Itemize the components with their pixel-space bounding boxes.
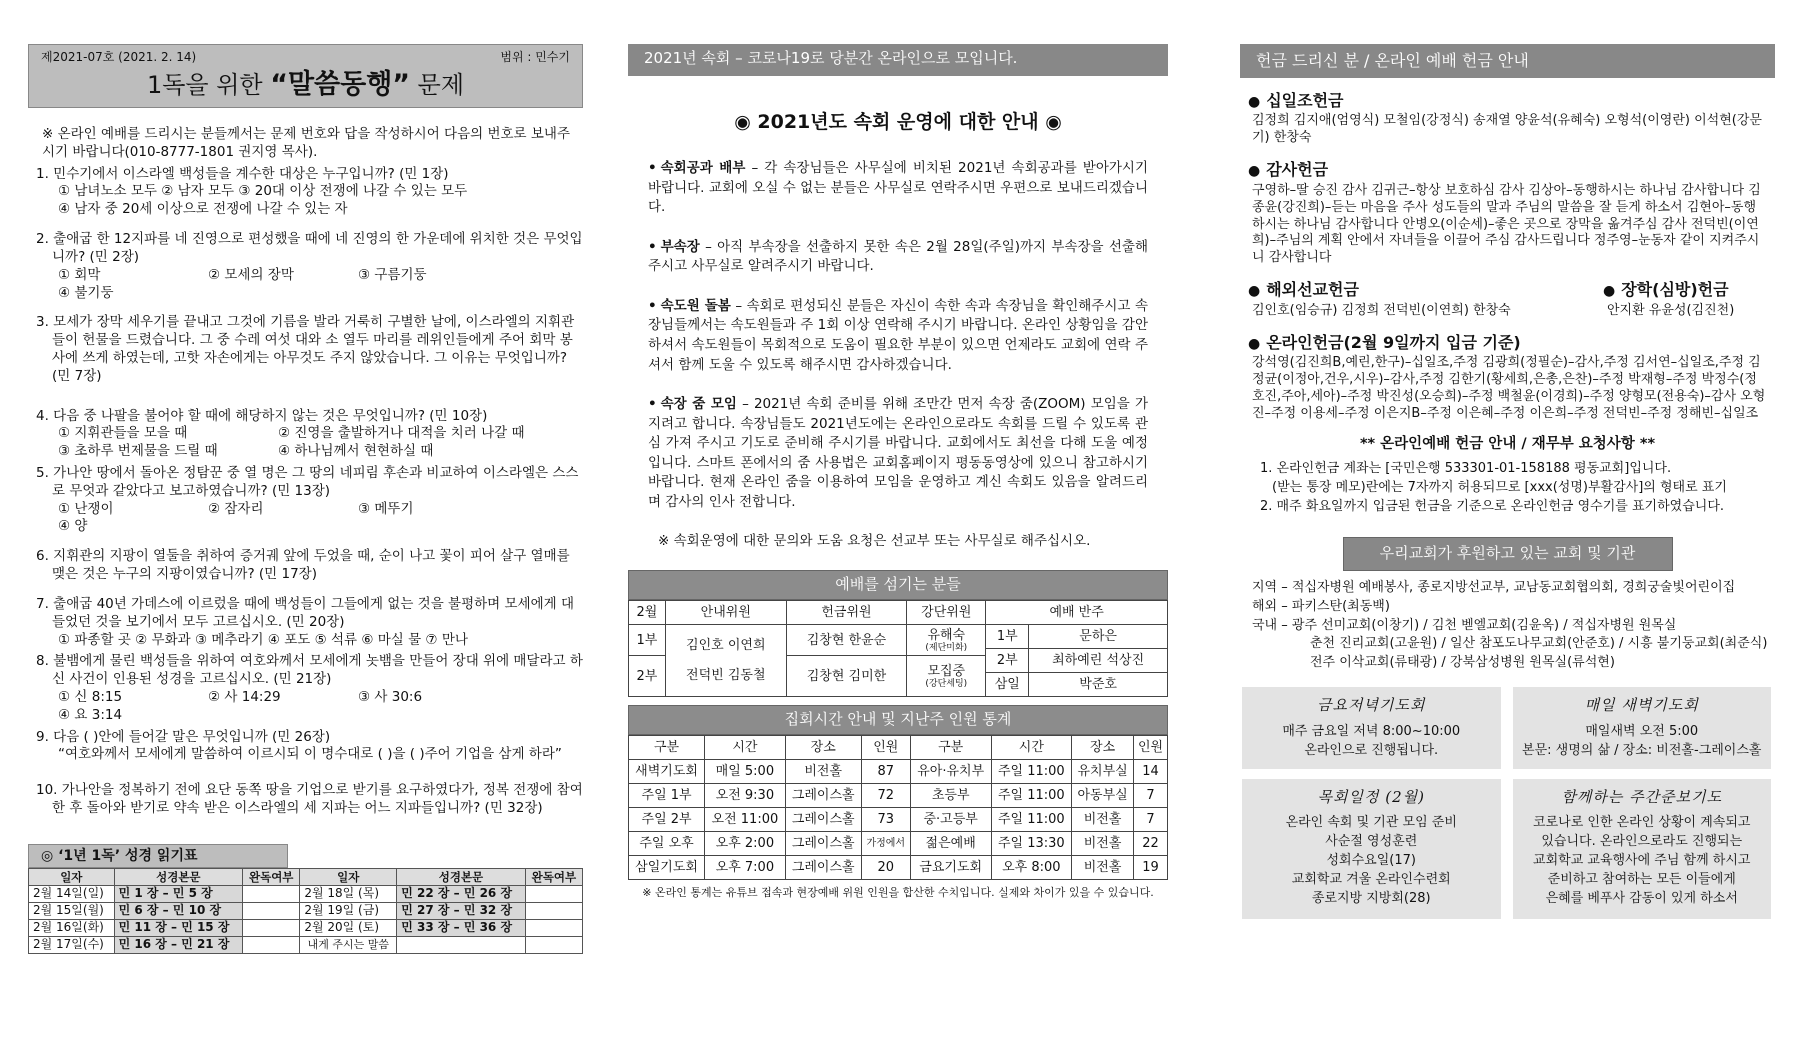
question-2: 2. 출애굽 한 12지파를 네 진영으로 편성했을 때에 네 진영의 한 가운데에 위치한 것은 무엇입니까? (민 2장) ① 회막 ② 모세의 장막 ③ 구름기둥 ④ 불기둥: [36, 231, 583, 301]
online-heading: ● 온라인헌금(2월 9일까지 입금 기준): [1248, 332, 1521, 352]
cell-group-banner: 2021년 속회 – 코로나19로 당분간 온라인으로 모입니다.: [628, 44, 1168, 76]
cell-group-title: ◉ 2021년도 속회 운영에 대한 안내 ◉: [734, 111, 1062, 133]
notice-zoom: • 속장 줌 모임 – 2021년 속회 준비를 위해 조만간 먼저 속장 줌(ZOOM) 모임을 가지려고 합니다. 속장님들도 2021년도에는 온라인으로라도 속회를 드릴 수 있도록 관심 가져 주시고 기도로 준비해 주시기를 바랍니다. 교회에서도 최선을 다해 도울 예정입니다. 스마트 폰에서의 줌 사용법은 교회홈페이지 평동동영상에 있으니 참고하시기 바랍니다. 현재 온라인 줌을 이용하여 모임을 운영하고 계신 속회도 있음을 알려드리며 감사의 인사 전합니다.: [648, 396, 1149, 510]
table-row: 새벽기도회 매일 5:00 비전홀 87 유아·유치부 주일 11:00 유치부실 14: [629, 759, 1168, 783]
support-list: 지역 – 적십자병원 예배봉사, 종로지방선교부, 교남동교회협의회, 경희궁술빛어린이집 해외 – 파키스탄(최동백) 국내 – 광주 선미교회(이창기) / 김천 벧엘교회(김윤옥) / 적십자병원 원목실 춘천 진리교회(고윤원) / 일산 참포도나무교회(안준호) / 시흥 불기둥교회(최준식) 전주 이삭교회(류태광) / 강북삼성병원 원목실(류석현): [1252, 579, 1768, 671]
request-title: ** 온라인예배 헌금 안내 / 재무부 요청사항 **: [1359, 435, 1656, 452]
weekly-prayer-box: 함께하는 주간준보기도 코로나로 인한 온라인 상황이 계속되고 있습니다. 온라인으로라도 진행되는 교회학교 교육행사에 주님 함께 하시고 준비하고 참여하는 모든 이들에게 은혜를 베푸사 감동이 있게 하소서: [1513, 779, 1772, 919]
quiz-column: [28, 44, 583, 954]
schedule-box: 목회일정 (2월) 온라인 속회 및 기관 모임 준비 사순절 영성훈련 성회수요일(17) 교회학교 겨울 온라인수련회 종로지방 지방회(28): [1242, 779, 1501, 919]
question-9: 9. 다음 ( )안에 들어갈 말은 무엇입니까 (민 26장) “여호와께서 모세에게 말씀하여 이르시되 이 명수대로 ( )을 ( )주어 기업을 삼게 하라”: [36, 728, 562, 763]
bullet-icon: ●: [1248, 163, 1261, 180]
online-names: 강석영(김진희B,예린,한구)–십일조,주정 김광희(정필순)–감사,주정 김서연–십일조,주정 김정균(이정아,건우,시우)–감사,주정 김한기(황세희,은총,은찬)–주정 박재형–주정 박정수(정호진,주아,세아)–주정 박진성(오승희)–주정 백철윤(이경희)–주정 양형모(전용숙)–감사 오형진–주정 이용세–주정 이은지B–주정 이은혜–주정 이은희–주정 전덕빈–주정 정해빈–십일조: [1252, 355, 1766, 421]
table-row: 삼일기도회 오후 7:00 그레이스홀 20 금요기도회 오후 8:00 비전홀 19: [629, 855, 1168, 879]
table-row: 2월 17일(수) 민 16 장 – 민 21 장 내게 주시는 말씀: [29, 937, 583, 954]
notice-subleader: • 부속장 – 아직 부속장을 선출하지 못한 속은 2월 28일(주일)까지 부속장을 선출해 주시고 사무실로 알려주시기 바랍니다.: [648, 238, 1148, 275]
notice-lessons: • 속회공과 배부 – 각 속장님들은 사무실에 비치된 2021년 속회공과를 받아가시기 바랍니다. 교회에 오실 수 없는 분들은 사무실로 연락주시면 우편으로 보내드리겠습니다.: [648, 160, 1149, 216]
thanks-names: 구영하–딸 승진 감사 김귀근–항상 보호하심 감사 김상아–동행하시는 하나님 감사합니다 김종윤(강진희)–듣는 마음을 주사 성도들의 말과 주님의 말씀을 잘 듣게 하소서 김현아–동행하시는 하나님 감사합니다 안병오(이순세)–좋은 곳으로 장막을 옮겨주심 감사 전덕빈(이연희)–주님의 계획 안에서 자녀들을 이끌어 주심 감사드립니다 정주영–눈동자 같이 지켜주시니 감사합니다: [1252, 182, 1761, 266]
stats-footnote: ※ 온라인 통계는 유튜브 접속과 현장예배 위원 인원을 합산한 수치입니다. 실제와 차이가 있을 수 있습니다.: [642, 885, 1154, 899]
cell-group-column: [628, 44, 1168, 900]
question-4: 4. 다음 중 나팔을 불어야 할 때에 해당하지 않는 것은 무엇입니까? (민 10장) ① 지휘관들을 모을 때 ② 진영을 출발하거나 대적을 치러 나갈 때 ③ 초하루 번제물을 드릴 때 ④ 하나님께서 현현하실 때: [36, 407, 525, 460]
question-1: 1. 민수기에서 이스라엘 백성들을 계수한 대상은 누구입니까? (민 1장) ① 남녀노소 모두 ② 남자 모두 ③ 20대 이상 전쟁에 나갈 수 있는 모두 ④ 남자 중 20세 이상으로 전쟁에 나갈 수 있는 자: [36, 165, 468, 218]
reading-plan-table: 일자 성경본문 완독여부 일자 성경본문 완독여부 2월 14일(일) 민 1 장 – 민 5 장 2월 18일 (목) 민 22 장 – 민 26 장 2월 15일(월) 민 6 장 – 민 10 장 2월 19일 (금) 민 27 장 – 민 32 장 2월 16일(화) 민 11 장 – 민 15 장 2월 20일 (토) 민 33 장 – 민 36 장 2월 17일(수) 민 16 장 – 민 21 장 내게 주시는 말씀: [28, 868, 583, 954]
tithe-heading: ● 십일조헌금: [1248, 91, 1344, 110]
quiz-title: 1독을 위한 “말씀동행” 문제: [146, 69, 465, 100]
dawn-prayer-box: 매일 새벽기도회 매일새벽 오전 5:00 본문: 생명의 삶 / 장소: 비전홀-그레이스홀: [1513, 687, 1772, 768]
servers-table: 2월 안내위원 헌금위원 강단위원 예배 반주 1부 김인호 이연희 전덕빈 김동철 김창현 한윤순 유해숙 (제단미화) 1부 문하은 2부 최하예린 석상진 2부 김창현 김미한 모집중 (강단세팅) 삼일 박준호: [628, 600, 1168, 697]
tithe-names: 김정희 김지애(엄영식) 모철임(강정식) 송재열 양윤석(유혜숙) 오형석(이영란) 이석현(강문기) 한창숙: [1252, 113, 1762, 146]
notice-care: • 속도원 돌봄 – 속회로 편성되신 분들은 자신이 속한 속과 속장님을 확인해주시고 속장님들께서는 속도원들과 주 1회 이상 연락해 주시기 바랍니다. 온라인 상황임을 감안하셔서 속도원들이 목회적으로 도움이 필요한 부분이 있으면 언제라도 교회에 연락 주셔서 함께 도울 수 있도록 해주시면 감사하겠습니다.: [648, 297, 1149, 373]
offering-banner: 헌금 드리신 분 / 온라인 예배 헌금 안내: [1240, 44, 1775, 78]
friday-prayer-box: 금요저녁기도회 매주 금요일 저녁 8:00~10:00 온라인으로 진행됩니다.: [1242, 687, 1501, 768]
table-row: 주일 오후 오후 2:00 그레이스홀 가정에서 젊은예배 주일 13:30 비전홀 22: [629, 831, 1168, 855]
mission-heading: ● 해외선교헌금: [1248, 280, 1359, 300]
bullet-icon: ●: [1248, 335, 1261, 352]
quiz-header: [28, 44, 583, 108]
table-row: 2월 14일(일) 민 1 장 – 민 5 장 2월 18일 (목) 민 22 장 – 민 26 장: [29, 886, 583, 903]
quiz-range: 범위 : 민수기: [500, 50, 570, 64]
offering-column: [1240, 44, 1775, 919]
question-8: 8. 불뱀에게 물린 백성들을 위하여 여호와께서 모세에게 놋뱀을 만들어 장대 위에 매달라고 하신 사건이 인용된 성경을 고르십시오. (민 21장) ① 신 8:15 ② 사 14:29 ③ 사 30:6 ④ 요 3:14: [36, 653, 583, 723]
bullet-icon: ●: [1603, 283, 1616, 300]
table-row: 주일 1부 오전 9:30 그레이스홀 72 초등부 주일 11:00 아동부실 7: [629, 783, 1168, 807]
question-3: 3. 모세가 장막 세우기를 끝내고 그것에 기름을 발라 거룩히 구별한 날에, 이스라엘의 지휘관들이 헌물을 드렸습니다. 그 중 수레 여섯 대와 소 열두 마리를 레위인들에게 주어 회막 봉사에 쓰게 하였는데, 고핫 자손에게는 아무것도 주지 않았습니다. 그 이유는 무엇입니까? (민 7장): [36, 314, 575, 384]
support-title: 우리교회가 후원하고 있는 교회 및 기관: [1343, 537, 1673, 571]
mission-names: 김인호(임승규) 김정희 전덕빈(이연희) 한창숙: [1252, 302, 1511, 318]
bullet-icon: ●: [1248, 94, 1261, 110]
stats-table: 구분 시간 장소 인원 구분 시간 장소 인원 새벽기도회 매일 5:00 비전홀 87 유아·유치부 주일 11:00 유치부실 14 주일 1부 오전 9:30 그레이스홀 72 초등부 주일 11:00 아동부실 7 주일 2부 오전 11:00 그레이스홀 73 중·고등부 주일 11:00 비전홀 7 주일 오후 오후 2:00 그레이스홀 가정에서 젊은예배 주일 13:30 비전홀 22 삼일기도회 오후 7:00 그레이스홀 20 금요기도회 오후 8:00 비전홀 19: [628, 735, 1168, 880]
reading-plan-title: ◎ ‘1년 1독’ 성경 읽기표: [28, 844, 288, 868]
issue-number: 제2021-07호 (2021. 2. 14): [41, 50, 197, 64]
quiz-note: ※ 온라인 예배를 드리시는 분들께서는 문제 번호와 답을 작성하시어 다음의 번호로 보내주시기 바랍니다(010-8777-1801 권지영 목사).: [42, 126, 570, 160]
question-10: 10. 가나안을 정복하기 전에 요단 동쪽 땅을 기업으로 받기를 요구하였다가, 정복 전쟁에 참여한 후 돌아와 받기로 약속 받은 이스라엘의 세 지파는 어느 지파들입니까? (민 32장): [36, 782, 583, 816]
question-6: 6. 지휘관의 지팡이 열둘을 취하여 증거궤 앞에 두었을 때, 순이 나고 꽃이 피어 살구 열매를 맺은 것은 누구의 지팡이였습니까? (민 17장): [36, 548, 570, 583]
request-list: 1. 온라인헌금 계좌는 [국민은행 533301-01-158188 평동교회]입니다. (받는 통장 메모)란에는 7자까지 허용되므로 [xxx(성명)부활감사]의 형태로 표기 2. 매주 화요일까지 입금된 헌금을 기준으로 온라인헌금 영수기를 표기하였습니다.: [1260, 460, 1727, 514]
servers-title: 예배를 섬기는 분들: [628, 570, 1168, 600]
table-row: 2월 15일(월) 민 6 장 – 민 10 장 2월 19일 (금) 민 27 장 – 민 32 장: [29, 903, 583, 920]
scholarship-heading: ● 장학(심방)헌금: [1603, 280, 1729, 300]
table-row: 주일 2부 오전 11:00 그레이스홀 73 중·고등부 주일 11:00 비전홀 7: [629, 807, 1168, 831]
guides: 김인호 이연희 전덕빈 김동철: [665, 625, 786, 697]
scholarship-names: 안지환 유윤성(김진천): [1607, 302, 1735, 318]
thanks-heading: ● 감사헌금: [1248, 160, 1329, 180]
question-7: 7. 출애굽 40년 가데스에 이르렀을 때에 백성들이 그들에게 없는 것을 불평하며 모세에게 대들었던 것을 보기에서 모두 고르십시오. (민 20장) ① 파종할 곳 ② 무화과 ③ 메추라기 ④ 포도 ⑤ 석류 ⑥ 마실 물 ⑦ 만나: [36, 595, 574, 648]
stats-title: 집회시간 안내 및 지난주 인원 통계: [628, 705, 1168, 735]
table-row: 2월 16일(화) 민 11 장 – 민 15 장 2월 20일 (토) 민 33 장 – 민 36 장: [29, 920, 583, 937]
question-5: 5. 가나안 땅에서 돌아온 정탐꾼 중 열 명은 그 땅의 네피림 후손과 비교하여 이스라엘은 스스로 무엇과 같았다고 보고하였습니까? (민 13장) ① 난쟁이 ② 잠자리 ③ 메뚜기 ④ 양: [36, 465, 579, 535]
bullet-icon: ●: [1248, 283, 1261, 300]
cell-group-note: ※ 속회운영에 대한 문의와 도움 요청은 선교부 또는 사무실로 해주십시오.: [658, 532, 1091, 549]
